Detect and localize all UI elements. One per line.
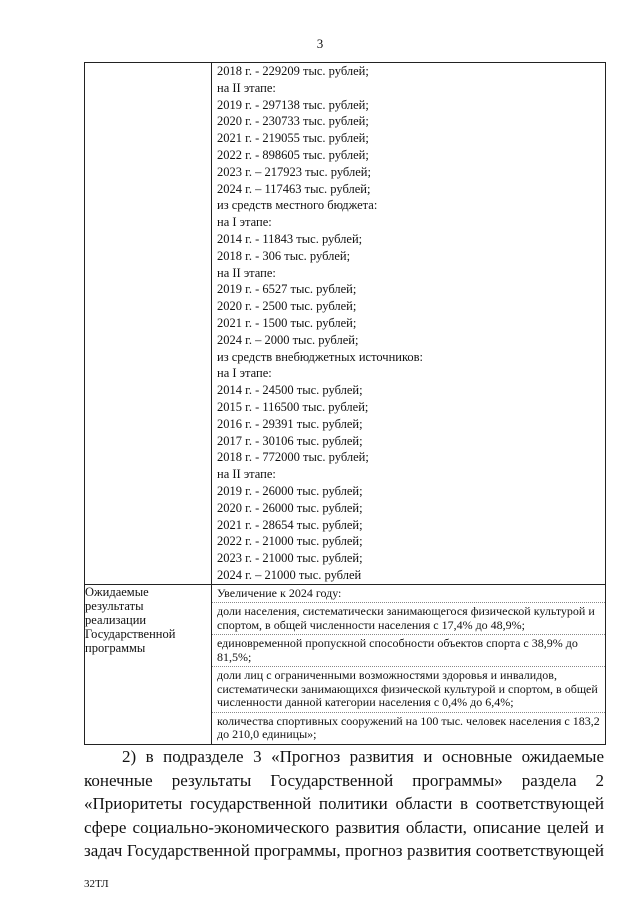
page-number: 3 <box>316 36 324 51</box>
funding-line: 2024 г. – 2000 тыс. рублей; <box>217 332 359 347</box>
funding-line: на II этапе: <box>217 467 276 482</box>
funding-line: на I этапе: <box>217 215 272 230</box>
results-label-cell <box>85 584 212 744</box>
paragraph-line: «Приоритеты государственной политики области в соответствующей <box>84 794 604 813</box>
results-item: Увеличение к 2024 году: <box>212 585 605 604</box>
funding-line: 2023 г. – 217923 тыс. рублей; <box>217 164 371 179</box>
funding-line: 2021 г. - 28654 тыс. рублей; <box>217 517 363 532</box>
paragraph-line: конечные результаты Государственной программы» раздела 2 <box>84 770 604 790</box>
program-passport-table <box>84 62 606 745</box>
results-cell <box>212 584 606 744</box>
funding-line: на II этапе: <box>217 80 276 95</box>
results-label-line: реализации <box>85 612 147 627</box>
funding-line: 2021 г. - 219055 тыс. рублей; <box>217 131 369 146</box>
funding-line: 2020 г. - 230733 тыс. рублей; <box>217 114 369 129</box>
results-item: доли населения, систематически занимающегося физической культурой и спортом, в общей численности населения с 17,4% до 48,9%; <box>212 603 605 635</box>
funding-line: из средств внебюджетных источников: <box>217 349 424 364</box>
results-item: количества спортивных сооружений на 100 тыс. человек населения с 183,2 до 210,0 единицы»; <box>217 713 600 742</box>
funding-line: 2020 г. - 26000 тыс. рублей; <box>217 500 363 515</box>
funding-line: 2018 г. - 772000 тыс. рублей; <box>217 450 369 465</box>
results-item: доли лиц с ограниченными возможностями здоровья и инвалидов, систематически занимающихся физической культурой и спортом, в общей численности данной категории населения с 0,4% до 6,4%; <box>212 667 605 713</box>
funding-line: 2019 г. - 26000 тыс. рублей; <box>217 483 363 498</box>
funding-line: 2020 г. - 2500 тыс. рублей; <box>217 299 357 314</box>
results-label-line: Государственной <box>85 626 176 641</box>
paragraph-line: 2) в подразделе 3 «Прогноз развития и основные ожидаемые <box>122 747 604 766</box>
funding-line: на I этапе: <box>217 366 272 381</box>
funding-label-cell <box>85 63 212 585</box>
funding-line: 2019 г. - 6527 тыс. рублей; <box>217 282 357 297</box>
funding-line: 2024 г. – 21000 тыс. рублей <box>217 567 362 582</box>
document-code: 32ТЛ <box>84 878 109 890</box>
funding-line: 2022 г. - 21000 тыс. рублей; <box>217 534 363 549</box>
funding-line: 2018 г. - 229209 тыс. рублей; <box>217 64 369 78</box>
funding-line: 2016 г. - 29391 тыс. рублей; <box>217 416 363 431</box>
funding-row <box>85 63 606 585</box>
paragraph-line: задач Государственной программы, прогноз развития соответствующей <box>84 841 604 860</box>
paragraph-line: сфере социально-экономического развития области, описание целей и <box>84 817 604 837</box>
funding-line: 2021 г. - 1500 тыс. рублей; <box>217 315 357 330</box>
funding-line: 2018 г. - 306 тыс. рублей; <box>217 248 351 263</box>
funding-lines <box>212 63 605 584</box>
results-label-line: Ожидаемые <box>85 584 149 599</box>
funding-line: 2017 г. - 30106 тыс. рублей; <box>217 433 363 448</box>
results-item: единовременной пропускной способности объектов спорта с 38,9% до 81,5%; <box>212 635 605 667</box>
results-label-line: результаты <box>85 598 144 613</box>
funding-line: 2014 г. - 11843 тыс. рублей; <box>217 231 363 246</box>
funding-line: 2019 г. - 297138 тыс. рублей; <box>217 97 369 112</box>
funding-cell <box>212 63 606 585</box>
body-paragraph <box>84 745 604 863</box>
results-label-line: программы <box>85 640 146 655</box>
results-row <box>85 584 606 744</box>
funding-line: 2024 г. – 117463 тыс. рублей; <box>217 181 371 196</box>
funding-line: 2014 г. - 24500 тыс. рублей; <box>217 383 363 398</box>
funding-line: 2022 г. - 898605 тыс. рублей; <box>217 147 369 162</box>
funding-line: из средств местного бюджета: <box>217 198 378 213</box>
funding-line: 2015 г. - 116500 тыс. рублей; <box>217 399 369 414</box>
funding-line: на II этапе: <box>217 265 276 280</box>
funding-line: 2023 г. - 21000 тыс. рублей; <box>217 551 363 566</box>
